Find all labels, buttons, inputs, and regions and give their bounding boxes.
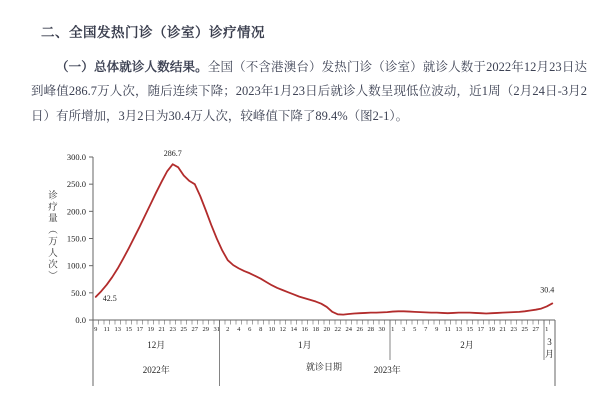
x-day-label: 4 [237,326,241,333]
x-day-label: 21 [499,326,506,333]
x-day-label: 9 [435,326,439,333]
x-day-label: 28 [367,326,374,333]
x-year-label: 2023年 [373,365,401,375]
x-day-label: 7 [424,326,428,333]
y-tick-label: 50.0 [71,287,86,298]
x-day-label: 13 [114,326,121,333]
x-day-label: 26 [356,326,363,333]
line-chart-svg [0,140,600,400]
x-day-label: 1 [545,326,549,333]
section-heading: 二、全国发热门诊（诊室）诊疗情况 [41,25,265,41]
y-tick-label: 250.0 [66,179,86,190]
visits-line-series [96,164,553,314]
x-day-label: 18 [312,326,319,333]
x-day-label: 12 [279,326,286,333]
x-day-label: 16 [301,326,308,333]
x-axis-title: 就诊日期 [305,362,343,372]
x-month-label: 3 [547,337,552,347]
x-month-label: 2月 [460,340,474,350]
x-day-label: 21 [158,326,165,333]
x-day-label: 3 [402,326,406,333]
y-tick-label: 150.0 [66,233,86,244]
summary-paragraph [31,55,587,129]
x-day-label: 25 [521,326,528,333]
paragraph-lead: （一）总体就诊人数结果。 [56,59,208,74]
x-month-label: 1月 [297,340,312,350]
y-axis-title: 诊疗量（万人次） [46,190,56,282]
x-day-label: 23 [510,326,517,333]
x-day-label: 27 [191,326,198,333]
x-day-label: 1 [391,326,395,333]
x-month-label: 月 [544,349,555,359]
data-point-label: 30.4 [540,285,555,295]
x-day-label: 24 [345,326,352,333]
x-day-label: 22 [334,326,341,333]
x-day-label: 8 [259,326,263,333]
x-day-label: 23 [169,326,176,333]
x-day-label: 27 [532,326,539,333]
x-day-label: 30 [378,326,385,333]
x-day-label: 29 [202,326,209,333]
x-day-label: 19 [147,326,154,333]
y-tick-label: 300.0 [66,152,86,162]
data-point-label: 286.7 [163,149,182,159]
x-day-label: 10 [268,326,275,333]
x-day-label: 15 [125,326,132,333]
x-day-label: 9 [94,326,98,333]
x-day-label: 20 [323,326,330,333]
paragraph-body: 全国（不含港澳台）发热门诊（诊室）就诊人数于2022年12月23日达到峰值286.7万人次，随后连续下降；2023年1月23日后就诊人数呈现低位波动，近1周（2月24日-3月2日）有所增加，3月2日为30.4万人次，较峰值下降了89.4%（图2-1）。 [31,59,587,123]
x-day-label: 14 [290,326,297,333]
x-day-label: 17 [477,326,484,333]
x-day-label: 6 [248,326,252,333]
y-tick-label: 200.0 [66,206,86,217]
y-tick-label: 100.0 [66,260,86,271]
x-day-label: 19 [488,326,495,333]
x-month-label: 12月 [147,340,166,350]
x-day-label: 17 [136,326,143,333]
fever-clinic-visits-chart [0,140,600,400]
x-day-label: 11 [103,326,110,333]
x-day-label: 31 [213,326,220,333]
x-day-label: 13 [455,326,462,333]
x-year-label: 2022年 [142,365,170,375]
y-tick-label: 0.0 [75,315,86,325]
x-day-label: 5 [413,326,417,333]
data-point-label: 42.5 [102,293,117,303]
x-day-label: 25 [180,326,187,333]
x-day-label: 15 [466,326,473,333]
x-day-label: 2 [226,326,230,333]
x-day-label: 11 [444,326,451,333]
